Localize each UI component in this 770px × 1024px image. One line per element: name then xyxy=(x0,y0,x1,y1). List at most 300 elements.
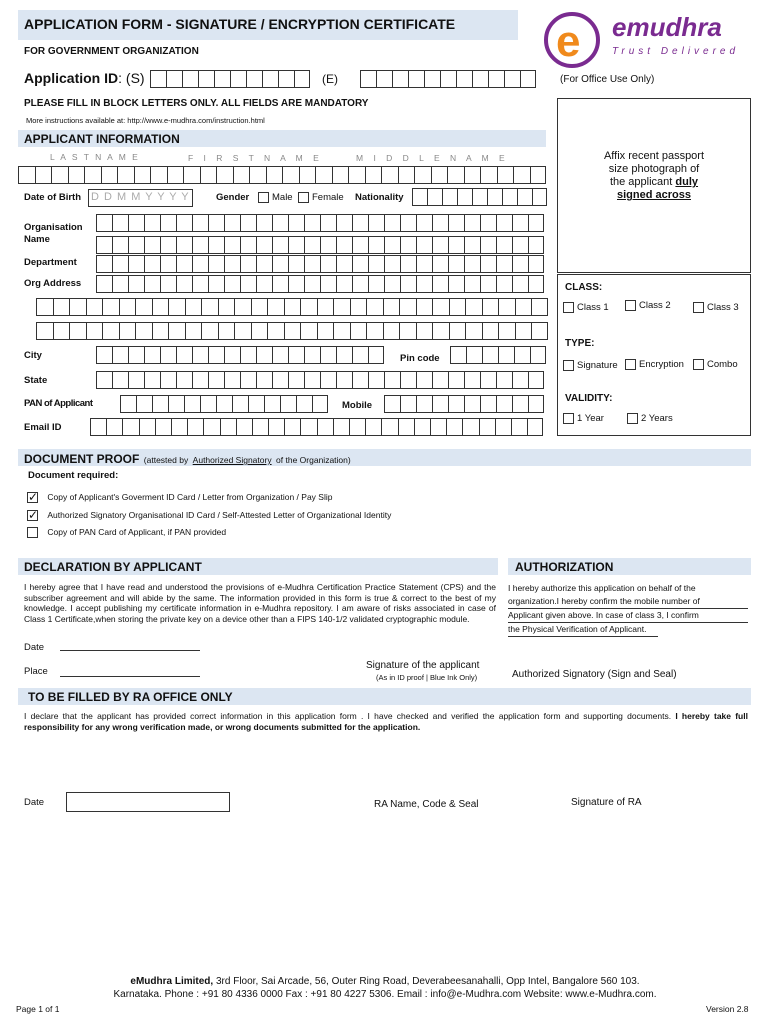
char-box[interactable] xyxy=(446,418,462,436)
doc-item-2-checkbox[interactable] xyxy=(27,510,38,521)
declaration-place-line[interactable] xyxy=(60,676,200,677)
char-box[interactable] xyxy=(320,214,336,232)
char-box[interactable] xyxy=(482,322,499,340)
char-box[interactable] xyxy=(350,322,367,340)
char-box[interactable] xyxy=(400,255,416,273)
char-box[interactable] xyxy=(288,371,304,389)
char-box[interactable] xyxy=(128,214,144,232)
char-box[interactable] xyxy=(200,395,216,413)
char-box[interactable] xyxy=(168,298,185,316)
char-box[interactable] xyxy=(249,166,266,184)
char-box[interactable] xyxy=(240,371,256,389)
char-box[interactable] xyxy=(256,346,272,364)
char-box[interactable] xyxy=(86,298,103,316)
char-box[interactable] xyxy=(448,275,464,293)
char-box[interactable] xyxy=(136,395,152,413)
name-boxes[interactable] xyxy=(18,166,546,184)
char-box[interactable] xyxy=(448,371,464,389)
char-box[interactable] xyxy=(112,214,128,232)
char-box[interactable] xyxy=(450,346,466,364)
char-box[interactable] xyxy=(288,255,304,273)
char-box[interactable] xyxy=(448,236,464,254)
char-box[interactable] xyxy=(251,298,268,316)
app-id-e-boxes[interactable] xyxy=(360,70,536,88)
1-year-checkbox[interactable] xyxy=(563,413,574,424)
org-address-boxes-1[interactable] xyxy=(96,275,544,293)
char-box[interactable] xyxy=(383,298,400,316)
char-box[interactable] xyxy=(414,166,431,184)
char-box[interactable] xyxy=(252,418,268,436)
char-box[interactable] xyxy=(224,371,240,389)
gender-female-option[interactable] xyxy=(298,192,344,203)
char-box[interactable] xyxy=(251,322,268,340)
char-box[interactable] xyxy=(135,322,152,340)
char-box[interactable] xyxy=(513,166,530,184)
org-name-boxes-1[interactable] xyxy=(96,214,544,232)
char-box[interactable] xyxy=(349,418,365,436)
char-box[interactable] xyxy=(160,371,176,389)
char-box[interactable] xyxy=(128,236,144,254)
doc-item-3[interactable] xyxy=(27,527,226,538)
char-box[interactable] xyxy=(152,322,169,340)
char-box[interactable] xyxy=(112,255,128,273)
char-box[interactable] xyxy=(448,214,464,232)
char-box[interactable] xyxy=(336,214,352,232)
char-box[interactable] xyxy=(495,418,511,436)
char-box[interactable] xyxy=(300,298,317,316)
char-box[interactable] xyxy=(96,214,112,232)
char-box[interactable] xyxy=(167,166,184,184)
char-box[interactable] xyxy=(498,298,515,316)
char-box[interactable] xyxy=(176,371,192,389)
char-box[interactable] xyxy=(416,214,432,232)
char-box[interactable] xyxy=(496,214,512,232)
validity-1-year-option[interactable] xyxy=(563,413,604,424)
char-box[interactable] xyxy=(233,166,250,184)
char-box[interactable] xyxy=(240,346,256,364)
char-box[interactable] xyxy=(200,166,217,184)
char-box[interactable] xyxy=(464,166,481,184)
char-box[interactable] xyxy=(248,395,264,413)
char-box[interactable] xyxy=(155,418,171,436)
doc-item-3-checkbox[interactable] xyxy=(27,527,38,538)
char-box[interactable] xyxy=(368,346,384,364)
char-box[interactable] xyxy=(96,275,112,293)
char-box[interactable] xyxy=(416,275,432,293)
class-3-option[interactable] xyxy=(693,302,739,313)
city-boxes[interactable] xyxy=(96,346,384,364)
char-box[interactable] xyxy=(320,275,336,293)
char-box[interactable] xyxy=(496,371,512,389)
char-box[interactable] xyxy=(192,236,208,254)
char-box[interactable] xyxy=(368,255,384,273)
char-box[interactable] xyxy=(384,255,400,273)
char-box[interactable] xyxy=(432,214,448,232)
char-box[interactable] xyxy=(224,236,240,254)
char-box[interactable] xyxy=(530,166,547,184)
char-box[interactable] xyxy=(119,322,136,340)
char-box[interactable] xyxy=(112,236,128,254)
char-box[interactable] xyxy=(384,214,400,232)
char-box[interactable] xyxy=(184,395,200,413)
char-box[interactable] xyxy=(272,255,288,273)
char-box[interactable] xyxy=(465,298,482,316)
char-box[interactable] xyxy=(304,346,320,364)
char-box[interactable] xyxy=(160,214,176,232)
char-box[interactable] xyxy=(528,275,544,293)
char-box[interactable] xyxy=(352,346,368,364)
mobile-boxes[interactable] xyxy=(384,395,544,413)
char-box[interactable] xyxy=(112,371,128,389)
char-box[interactable] xyxy=(128,275,144,293)
doc-item-1-checkbox[interactable] xyxy=(27,492,38,503)
char-box[interactable] xyxy=(86,322,103,340)
char-box[interactable] xyxy=(304,236,320,254)
char-box[interactable] xyxy=(531,322,548,340)
char-box[interactable] xyxy=(462,418,478,436)
char-box[interactable] xyxy=(352,214,368,232)
char-box[interactable] xyxy=(168,322,185,340)
char-box[interactable] xyxy=(208,236,224,254)
char-box[interactable] xyxy=(482,298,499,316)
char-box[interactable] xyxy=(517,188,532,206)
char-box[interactable] xyxy=(496,255,512,273)
char-box[interactable] xyxy=(288,275,304,293)
char-box[interactable] xyxy=(384,371,400,389)
char-box[interactable] xyxy=(336,346,352,364)
char-box[interactable] xyxy=(304,371,320,389)
char-box[interactable] xyxy=(464,275,480,293)
char-box[interactable] xyxy=(300,322,317,340)
char-box[interactable] xyxy=(480,166,497,184)
char-box[interactable] xyxy=(398,418,414,436)
char-box[interactable] xyxy=(216,166,233,184)
org-address-boxes-3[interactable] xyxy=(36,322,548,340)
app-id-s-boxes[interactable] xyxy=(150,70,310,88)
char-box[interactable] xyxy=(366,298,383,316)
type-combo-option[interactable] xyxy=(693,359,738,370)
char-box[interactable] xyxy=(112,275,128,293)
char-box[interactable] xyxy=(216,395,232,413)
char-box[interactable] xyxy=(68,166,85,184)
char-box[interactable] xyxy=(497,166,514,184)
char-box[interactable] xyxy=(531,298,548,316)
char-box[interactable] xyxy=(185,298,202,316)
char-box[interactable] xyxy=(84,166,101,184)
char-box[interactable] xyxy=(256,255,272,273)
char-box[interactable] xyxy=(122,418,138,436)
char-box[interactable] xyxy=(432,298,449,316)
char-box[interactable] xyxy=(134,166,151,184)
char-box[interactable] xyxy=(296,395,312,413)
male-checkbox[interactable] xyxy=(258,192,269,203)
char-box[interactable] xyxy=(336,255,352,273)
char-box[interactable] xyxy=(192,346,208,364)
char-box[interactable] xyxy=(234,322,251,340)
char-box[interactable] xyxy=(528,371,544,389)
char-box[interactable] xyxy=(144,346,160,364)
char-box[interactable] xyxy=(464,255,480,273)
char-box[interactable] xyxy=(365,166,382,184)
char-box[interactable] xyxy=(150,166,167,184)
char-box[interactable] xyxy=(333,322,350,340)
char-box[interactable] xyxy=(528,214,544,232)
char-box[interactable] xyxy=(288,346,304,364)
char-box[interactable] xyxy=(496,275,512,293)
char-box[interactable] xyxy=(482,346,498,364)
char-box[interactable] xyxy=(472,188,487,206)
char-box[interactable] xyxy=(515,322,532,340)
char-box[interactable] xyxy=(96,255,112,273)
char-box[interactable] xyxy=(299,166,316,184)
char-box[interactable] xyxy=(449,322,466,340)
char-box[interactable] xyxy=(160,275,176,293)
char-box[interactable] xyxy=(368,236,384,254)
char-box[interactable] xyxy=(18,166,35,184)
char-box[interactable] xyxy=(336,236,352,254)
char-box[interactable] xyxy=(480,236,496,254)
char-box[interactable] xyxy=(240,275,256,293)
char-box[interactable] xyxy=(144,255,160,273)
char-box[interactable] xyxy=(236,418,252,436)
char-box[interactable] xyxy=(208,214,224,232)
char-box[interactable] xyxy=(383,322,400,340)
char-box[interactable] xyxy=(465,322,482,340)
char-box[interactable] xyxy=(464,214,480,232)
char-box[interactable] xyxy=(514,346,530,364)
char-box[interactable] xyxy=(320,346,336,364)
char-box[interactable] xyxy=(135,298,152,316)
char-box[interactable] xyxy=(51,166,68,184)
char-box[interactable] xyxy=(498,322,515,340)
char-box[interactable] xyxy=(192,214,208,232)
department-boxes[interactable] xyxy=(96,255,544,273)
char-box[interactable] xyxy=(427,188,442,206)
char-box[interactable] xyxy=(69,322,86,340)
char-box[interactable] xyxy=(498,346,514,364)
char-box[interactable] xyxy=(144,236,160,254)
char-box[interactable] xyxy=(315,166,332,184)
char-box[interactable] xyxy=(480,395,496,413)
char-box[interactable] xyxy=(192,255,208,273)
char-box[interactable] xyxy=(431,166,448,184)
char-box[interactable] xyxy=(36,322,53,340)
char-box[interactable] xyxy=(317,322,334,340)
char-box[interactable] xyxy=(400,275,416,293)
char-box[interactable] xyxy=(176,346,192,364)
char-box[interactable] xyxy=(366,322,383,340)
char-box[interactable] xyxy=(448,395,464,413)
char-box[interactable] xyxy=(224,346,240,364)
char-box[interactable] xyxy=(284,418,300,436)
combo-checkbox[interactable] xyxy=(693,359,704,370)
validity-2-years-option[interactable] xyxy=(627,413,673,424)
char-box[interactable] xyxy=(160,255,176,273)
char-box[interactable] xyxy=(300,418,316,436)
char-box[interactable] xyxy=(272,346,288,364)
char-box[interactable] xyxy=(128,371,144,389)
char-box[interactable] xyxy=(432,395,448,413)
char-box[interactable] xyxy=(208,275,224,293)
dob-hint[interactable]: D D M M Y Y Y Y xyxy=(88,189,193,207)
char-box[interactable] xyxy=(527,418,543,436)
char-box[interactable] xyxy=(203,418,219,436)
char-box[interactable] xyxy=(284,298,301,316)
char-box[interactable] xyxy=(400,395,416,413)
char-box[interactable] xyxy=(201,298,218,316)
char-box[interactable] xyxy=(432,322,449,340)
char-box[interactable] xyxy=(412,188,427,206)
char-box[interactable] xyxy=(96,371,112,389)
char-box[interactable] xyxy=(128,346,144,364)
char-box[interactable] xyxy=(272,236,288,254)
char-box[interactable] xyxy=(102,298,119,316)
char-box[interactable] xyxy=(240,214,256,232)
char-box[interactable] xyxy=(400,214,416,232)
char-box[interactable] xyxy=(384,236,400,254)
char-box[interactable] xyxy=(466,346,482,364)
pan-boxes[interactable] xyxy=(120,395,328,413)
char-box[interactable] xyxy=(414,418,430,436)
char-box[interactable] xyxy=(457,188,472,206)
char-box[interactable] xyxy=(381,418,397,436)
char-box[interactable] xyxy=(442,188,457,206)
char-box[interactable] xyxy=(400,236,416,254)
char-box[interactable] xyxy=(511,418,527,436)
char-box[interactable] xyxy=(532,188,547,206)
char-box[interactable] xyxy=(139,418,155,436)
email-boxes[interactable] xyxy=(90,418,543,436)
char-box[interactable] xyxy=(332,166,349,184)
char-box[interactable] xyxy=(512,395,528,413)
state-boxes[interactable] xyxy=(96,371,544,389)
char-box[interactable] xyxy=(152,395,168,413)
char-box[interactable] xyxy=(320,255,336,273)
char-box[interactable] xyxy=(208,371,224,389)
char-box[interactable] xyxy=(432,236,448,254)
type-signature-option[interactable] xyxy=(563,360,618,371)
char-box[interactable] xyxy=(176,214,192,232)
char-box[interactable] xyxy=(381,166,398,184)
char-box[interactable] xyxy=(288,236,304,254)
declaration-date-line[interactable] xyxy=(60,650,200,651)
char-box[interactable] xyxy=(176,275,192,293)
type-encryption-option[interactable] xyxy=(625,359,684,370)
char-box[interactable] xyxy=(240,255,256,273)
char-box[interactable] xyxy=(464,395,480,413)
char-box[interactable] xyxy=(480,371,496,389)
char-box[interactable] xyxy=(352,371,368,389)
char-box[interactable] xyxy=(256,236,272,254)
org-address-boxes-2[interactable] xyxy=(36,298,548,316)
char-box[interactable] xyxy=(102,322,119,340)
char-box[interactable] xyxy=(256,214,272,232)
char-box[interactable] xyxy=(320,371,336,389)
char-box[interactable] xyxy=(187,418,203,436)
char-box[interactable] xyxy=(264,395,280,413)
char-box[interactable] xyxy=(416,322,433,340)
char-box[interactable] xyxy=(352,236,368,254)
char-box[interactable] xyxy=(35,166,52,184)
char-box[interactable] xyxy=(201,322,218,340)
char-box[interactable] xyxy=(96,236,112,254)
char-box[interactable] xyxy=(36,298,53,316)
char-box[interactable] xyxy=(480,214,496,232)
char-box[interactable] xyxy=(512,371,528,389)
char-box[interactable] xyxy=(96,346,112,364)
char-box[interactable] xyxy=(448,255,464,273)
class-3-checkbox[interactable] xyxy=(693,302,704,313)
char-box[interactable] xyxy=(192,275,208,293)
char-box[interactable] xyxy=(268,418,284,436)
2-years-checkbox[interactable] xyxy=(627,413,638,424)
char-box[interactable] xyxy=(53,298,70,316)
char-box[interactable] xyxy=(152,298,169,316)
char-box[interactable] xyxy=(368,214,384,232)
class-2-checkbox[interactable] xyxy=(625,300,636,311)
char-box[interactable] xyxy=(171,418,187,436)
nationality-boxes[interactable] xyxy=(412,188,547,206)
char-box[interactable] xyxy=(160,236,176,254)
char-box[interactable] xyxy=(333,418,349,436)
char-box[interactable] xyxy=(53,322,70,340)
encryption-checkbox[interactable] xyxy=(625,359,636,370)
char-box[interactable] xyxy=(272,214,288,232)
char-box[interactable] xyxy=(352,255,368,273)
char-box[interactable] xyxy=(365,418,381,436)
char-box[interactable] xyxy=(106,418,122,436)
char-box[interactable] xyxy=(288,214,304,232)
char-box[interactable] xyxy=(317,418,333,436)
char-box[interactable] xyxy=(480,255,496,273)
char-box[interactable] xyxy=(266,166,283,184)
char-box[interactable] xyxy=(336,275,352,293)
char-box[interactable] xyxy=(256,371,272,389)
char-box[interactable] xyxy=(447,166,464,184)
char-box[interactable] xyxy=(432,275,448,293)
char-box[interactable] xyxy=(280,395,296,413)
char-box[interactable] xyxy=(144,214,160,232)
char-box[interactable] xyxy=(117,166,134,184)
pincode-boxes[interactable] xyxy=(450,346,546,364)
char-box[interactable] xyxy=(368,275,384,293)
char-box[interactable] xyxy=(101,166,118,184)
char-box[interactable] xyxy=(528,236,544,254)
char-box[interactable] xyxy=(399,322,416,340)
char-box[interactable] xyxy=(312,395,328,413)
char-box[interactable] xyxy=(168,395,184,413)
class-1-option[interactable] xyxy=(563,302,609,313)
char-box[interactable] xyxy=(512,236,528,254)
char-box[interactable] xyxy=(284,322,301,340)
char-box[interactable] xyxy=(487,188,502,206)
char-box[interactable] xyxy=(352,275,368,293)
org-name-boxes-2[interactable] xyxy=(96,236,544,254)
char-box[interactable] xyxy=(218,322,235,340)
char-box[interactable] xyxy=(416,371,432,389)
char-box[interactable] xyxy=(399,298,416,316)
char-box[interactable] xyxy=(224,214,240,232)
char-box[interactable] xyxy=(224,275,240,293)
char-box[interactable] xyxy=(112,346,128,364)
char-box[interactable] xyxy=(502,188,517,206)
char-box[interactable] xyxy=(449,298,466,316)
char-box[interactable] xyxy=(256,275,272,293)
char-box[interactable] xyxy=(218,298,235,316)
char-box[interactable] xyxy=(282,166,299,184)
char-box[interactable] xyxy=(528,395,544,413)
char-box[interactable] xyxy=(176,236,192,254)
